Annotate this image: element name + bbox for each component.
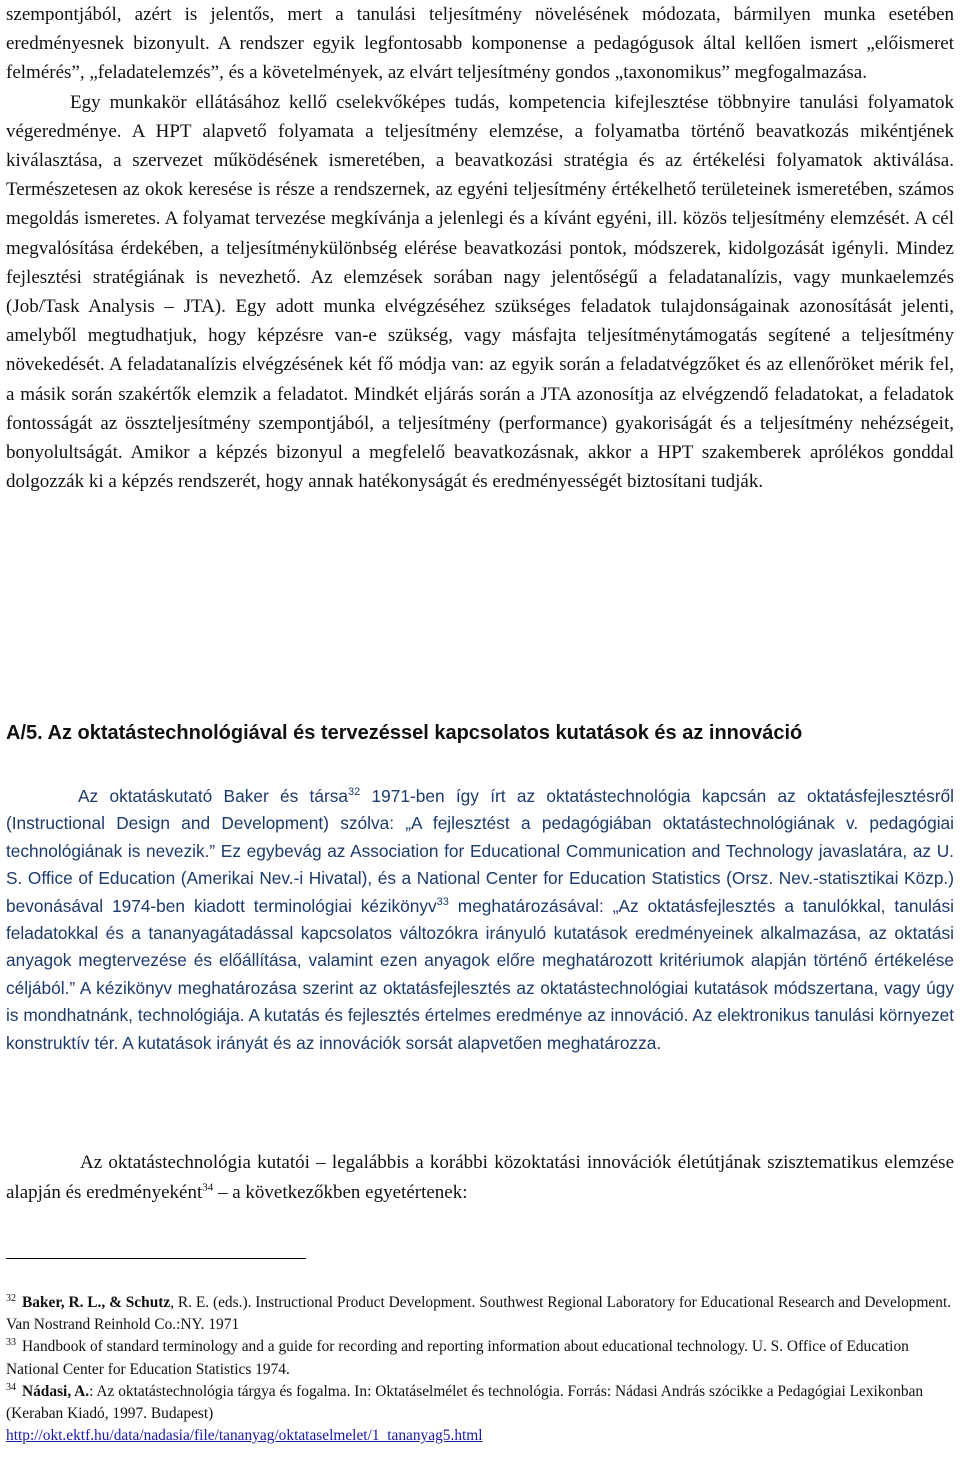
footnote-number: 32 — [6, 1292, 16, 1304]
footnote-text: , R. E. (eds.). Instructional Product Development. Southwest Regional Laboratory for Educational Research and Development. Van Nostrand Reinhold Co.:NY. 1971 — [6, 1294, 952, 1334]
footnote-number: 34 — [6, 1381, 16, 1393]
footnote-ref-34[interactable]: 34 — [202, 1181, 214, 1194]
paragraph-2-text-b: 1971-ben így írt az oktatástechnológia kapcsán az oktatásfejlesztésről (Instructional Design and Development) szólva: „A fejlesztést a pedagógiában oktatástechnológiának v. pedagógiai technológiának is nevezik.” Ez egybevág az Association for Educational Communication and Technology javaslatára, az U. S. Office of Education (Amerikai Nev.-i Hivatal), és a National Center for Education Statistics (Orsz. Nev.-statisztikai Közp.) bevonásával 1974-ben kiadott terminológiai kézikönyv — [6, 786, 955, 916]
paragraph-2-text-c: meghatározásával: „Az oktatásfejlesztés a tanulókkal, tanulási feladatokkal és a tananyagátadással kapcsolatos változókra irányuló kutatások eredményeinek alkalmazása, az oktatási anyagok megtervezése és előállítása, valamint ezen anyagok előre meghatározott kritériumok alapján történő értékelése céljából.” A kézikönyv meghatározása szerint az oktatásfejlesztés az oktatástechnológiai kutatások módszertana, vagy úgy is mondhatnánk, technológiája. A kutatás és fejlesztés értelmes eredménye az innováció. Az elektronikus tanulási környezet konstruktív tér. A kutatások irányát és az innovációk sorsát alapvetően meghatározza. — [6, 895, 954, 1053]
footnote-link[interactable]: http://okt.ektf.hu/data/nadasia/file/tananyag/oktataselmelet/1_tananyag5.html — [6, 1427, 483, 1445]
paragraph-continuation: szempontjából, azért is jelentős, mert a tanulási teljesítmény növelésének módozata, bármilyen munka esetében eredményesnek bizonyult. A rendszer egyik legfontosabb komponense a pedagógusok által kellően ismert „előismeret felmérés”, „feladatelemzés”, és a követelmények, az elvárt teljesítmény gondos „taxonomikus” megfogalmazása. — [6, 4, 954, 84]
section-heading: A/5. Az oktatástechnológiával és tervezéssel kapcsolatos kutatások és az innováció — [6, 722, 803, 744]
paragraph-hpt: Egy munkakör ellátásához kellő cselekvőképes tudás, kompetencia kifejlesztése többnyire tanulási folyamatok végeredménye. A HPT alapvető folyamata a teljesítmény elemzése, a folyamatba történő beavatkozás mikéntjének kiválasztása, a szervezet működésének ismeretében, a beavatkozási stratégia és az értékelési folyamatok aktiválása. Természetesen az okok keresése is része a rendszernek, az egyéni teljesítmény értékelhető területeinek ismeretében, számos megoldás ismeretes. A folyamat tervezése megkívánja a jelenlegi és a kívánt egyéni, ill. közös teljesítmény elemzését. A cél megvalósítása érdekében, a teljesítménykülönbség elérése beavatkozási pontok, módszerek, kidolgozását igényli. Mindez fejlesztési stratégiának is nevezhető. Az elemzések sorában nagy jelentőségű a feladatanalízis, vagy munkaelemzés (Job/Task Analysis – JTA). Egy adott munka elvégzéséhez szükséges feladatok tulajdonságainak azonosítását jelenti, amelyből megtudhatjuk, hogy képzésre van-e szükség, vagy másfajta teljesítménytámogatás segítené a teljesítmény növekedését. A feladatanalízis elvégzésének két fő módja van: az egyik során a feladatvégzőket és az ellenőröket mérik fel, a másik során szakértők elemzik a feladatot. Mindkét eljárás során a JTA azonosítja az elvégzendő feladatokat, a feladatok fontosságát az összteljesítmény szempontjából, a teljesítmény (performance) gyakoriságát és a teljesítmény nehézségeit, bonyolultságát. Amikor a képzés bizonyul a megfelelő beavatkozásnak, akkor a HPT szakemberek aprólékos gonddal dolgozzák ki a képzés rendszerét, hogy annak hatékonyságát és eredményességét biztosítani tudják. — [6, 91, 954, 493]
document-page — [6, 0, 955, 1445]
footnote-text: Handbook of standard terminology and a guide for recording and reporting information about educational technology. U. S. Office of Education National Center for Education Statistics 1974. — [6, 1338, 909, 1378]
footnote-divider — [6, 1258, 306, 1259]
body-paragraph-3 — [6, 1148, 954, 1207]
footnote-number: 33 — [6, 1337, 16, 1349]
footnote-34 — [6, 1381, 954, 1448]
footnote-author: Nádasi, A. — [22, 1382, 90, 1400]
paragraph-3-text-b: – a következőkben egyetértenek: — [213, 1181, 468, 1203]
footnote-ref-33[interactable]: 33 — [436, 895, 449, 908]
footnotes — [6, 1292, 954, 1447]
paragraph-3-text-a: Az oktatástechnológia kutatói – legalábbis a korábbi közoktatási innovációk életútjának szisztematikus elemzése alapján és eredményeként — [6, 1152, 954, 1203]
body-paragraph-2 — [6, 783, 954, 1057]
footnote-32 — [6, 1292, 954, 1336]
footnote-author: Baker, R. L., & Schutz — [22, 1294, 171, 1311]
footnote-ref-32[interactable]: 32 — [347, 786, 361, 799]
body-paragraph-1 — [6, 0, 954, 496]
paragraph-2-text-a: Az oktatáskutató Baker és társa — [78, 786, 348, 806]
footnote-text: : Az oktatástechnológia tárgya és fogalma. In: Oktatáselmélet és technológia. Forrás: Nádasi András szócikke a Pedagógiai Lexikonban (Keraban Kiadó, 1997. Budapest) — [6, 1382, 924, 1423]
footnote-33 — [6, 1336, 954, 1380]
